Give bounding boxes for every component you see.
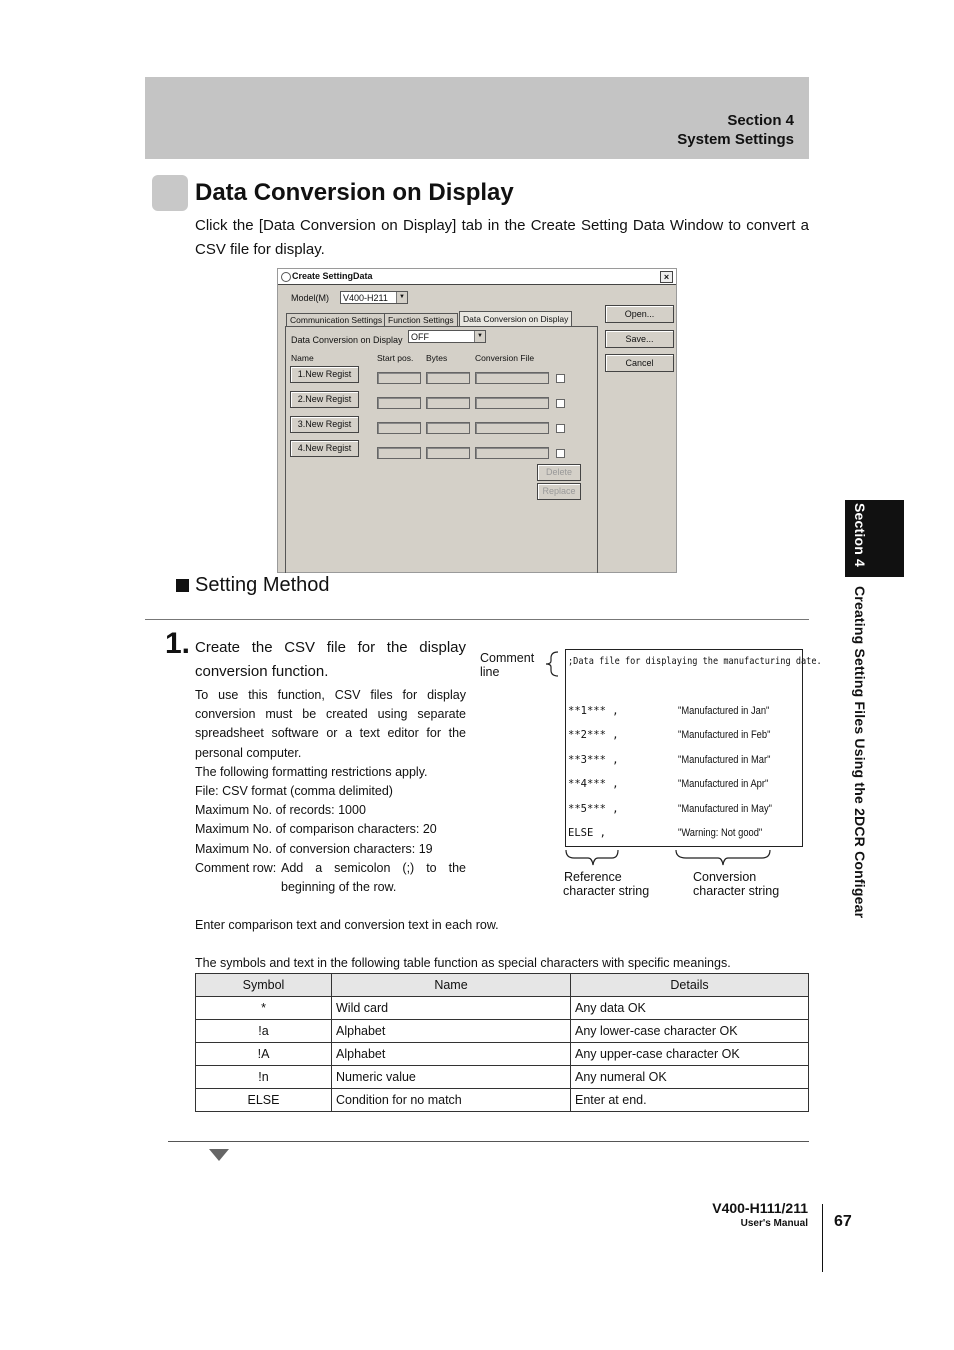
- cell-name: Alphabet: [332, 1020, 571, 1043]
- conv-string-4: "Manufactured in Apr": [678, 778, 769, 790]
- reference-label-line2: character string: [563, 884, 650, 898]
- row-checkbox-3[interactable]: [556, 424, 565, 433]
- start-pos-input-3[interactable]: [377, 422, 421, 434]
- step-number: 1.: [165, 627, 191, 660]
- comment-line-label: [480, 651, 534, 679]
- conversion-label-line2: character string: [693, 884, 780, 898]
- cell-name: Condition for no match: [332, 1089, 571, 1112]
- conversion-file-input-1[interactable]: [475, 372, 549, 384]
- close-icon[interactable]: ×: [660, 271, 673, 283]
- bytes-input-3[interactable]: [426, 422, 470, 434]
- table-row: [196, 1043, 809, 1066]
- side-tab-chapter: Creating Setting Files Using the 2DCR Configear: [852, 586, 868, 919]
- col-name: Name: [291, 353, 314, 363]
- dcd-select[interactable]: [408, 330, 486, 343]
- cell-symbol: !n: [196, 1066, 332, 1089]
- tab-data-conversion-on-display[interactable]: Data Conversion on Display: [459, 311, 572, 326]
- bytes-input-2[interactable]: [426, 397, 470, 409]
- cell-symbol: *: [196, 997, 332, 1020]
- start-pos-input-1[interactable]: [377, 372, 421, 384]
- restriction-max-records: Maximum No. of records: 1000: [195, 803, 366, 818]
- restriction-comment-row: [195, 859, 466, 897]
- step-paragraph: To use this function, CSV files for display conversion must be created using separate spreadsheet software or a text editor for the personal computer.: [195, 688, 466, 760]
- ref-string-else: ELSE ,: [568, 827, 606, 839]
- table-header-row: [196, 974, 809, 997]
- save-button[interactable]: Save...: [605, 330, 674, 348]
- note-enter-text: Enter comparison text and conversion text in each row.: [195, 918, 499, 932]
- open-button[interactable]: Open...: [605, 305, 674, 323]
- comment-text: ;Data file for displaying the manufacturing date.: [568, 656, 822, 667]
- comment-row-label: Comment row:: [195, 860, 277, 875]
- delete-button[interactable]: Delete: [537, 464, 581, 481]
- conv-string-2: "Manufactured in Feb": [678, 729, 771, 741]
- conv-string-3: "Manufactured in Mar": [678, 754, 771, 766]
- ref-string-1: **1*** ,: [568, 705, 619, 717]
- cell-details: Any upper-case character OK: [571, 1043, 809, 1066]
- new-regist-button-1[interactable]: 1.New Regist: [290, 366, 359, 383]
- cell-name: Alphabet: [332, 1043, 571, 1066]
- cell-details: Any numeral OK: [571, 1066, 809, 1089]
- row-checkbox-2[interactable]: [556, 399, 565, 408]
- setting-method-bullet: [176, 579, 189, 592]
- conv-string-else: "Warning: Not good": [678, 827, 763, 839]
- symbols-table: [195, 973, 809, 1112]
- bottom-braces: [562, 848, 777, 868]
- col-conversion-file: Conversion File: [475, 353, 535, 363]
- app-icon: [281, 272, 291, 282]
- cancel-button[interactable]: Cancel: [605, 354, 674, 372]
- restriction-file: File: CSV format (comma delimited): [195, 784, 393, 799]
- start-pos-input-4[interactable]: [377, 447, 421, 459]
- header-details: Details: [571, 974, 809, 997]
- ref-string-2: **2*** ,: [568, 729, 619, 741]
- comment-row-line1: Add a semicolon (;) to the: [281, 860, 466, 875]
- new-regist-button-3[interactable]: 3.New Regist: [290, 416, 359, 433]
- step-body: [195, 686, 466, 897]
- header-band: [145, 77, 809, 159]
- row-checkbox-4[interactable]: [556, 449, 565, 458]
- conversion-file-input-2[interactable]: [475, 397, 549, 409]
- reference-label: [563, 870, 649, 898]
- new-regist-button-4[interactable]: 4.New Regist: [290, 440, 359, 457]
- new-regist-button-2[interactable]: 2.New Regist: [290, 391, 359, 408]
- manual-label: User's Manual: [740, 1218, 808, 1229]
- intro-paragraph: Click the [Data Conversion on Display] tab in the Create Setting Data Window to convert a CSV file for display.: [195, 217, 809, 258]
- conversion-label: [693, 870, 779, 898]
- heading-marker: [152, 175, 188, 211]
- section-title: System Settings: [677, 131, 794, 148]
- cell-details: Any data OK: [571, 997, 809, 1020]
- create-setting-data-window: [277, 268, 677, 573]
- cell-symbol: !a: [196, 1020, 332, 1043]
- header-symbol: Symbol: [196, 974, 332, 997]
- bottom-divider: [168, 1141, 809, 1142]
- ref-string-3: **3*** ,: [568, 754, 619, 766]
- dialog-title-bar: [278, 269, 676, 285]
- model-label: Model(M): [291, 293, 330, 303]
- comment-row-line2: beginning of the row.: [281, 880, 397, 895]
- conversion-file-input-3[interactable]: [475, 422, 549, 434]
- table-row: [196, 1066, 809, 1089]
- conversion-label-line1: Conversion: [693, 870, 757, 884]
- model-value: V400-H211: [343, 293, 388, 303]
- restriction-max-comparison: Maximum No. of comparison characters: 20: [195, 822, 437, 837]
- page-number: 67: [834, 1213, 852, 1230]
- row-checkbox-1[interactable]: [556, 374, 565, 383]
- bytes-input-1[interactable]: [426, 372, 470, 384]
- table-row: [196, 1020, 809, 1043]
- model-select[interactable]: [340, 291, 408, 304]
- page-number-divider: [822, 1204, 823, 1272]
- start-pos-input-2[interactable]: [377, 397, 421, 409]
- chevron-down-icon: ▼: [396, 292, 407, 303]
- note-special-characters: The symbols and text in the following table function as special characters with specific meanings.: [195, 956, 731, 970]
- conv-string-5: "Manufactured in May": [678, 803, 772, 815]
- ref-string-4: **4*** ,: [568, 778, 619, 790]
- side-tab-section: Section 4: [852, 503, 868, 568]
- section-number: Section 4: [727, 112, 794, 129]
- restriction-max-conversion: Maximum No. of conversion characters: 19: [195, 841, 433, 856]
- reference-label-line1: Reference: [564, 870, 622, 884]
- cell-details: Enter at end.: [571, 1089, 809, 1112]
- comment-label-line1: Comment: [480, 651, 535, 665]
- col-bytes: Bytes: [426, 353, 448, 363]
- comment-brace: [538, 650, 562, 678]
- step-title: Create the CSV file for the display conversion function.: [195, 639, 466, 680]
- csv-example-box: [565, 649, 822, 847]
- cell-details: Any lower-case character OK: [571, 1020, 809, 1043]
- divider: [145, 619, 809, 620]
- cell-name: Wild card: [332, 997, 571, 1020]
- cell-symbol: !A: [196, 1043, 332, 1066]
- dialog-title: Create SettingData: [292, 271, 373, 281]
- col-start-pos: Start pos.: [377, 353, 414, 363]
- product-model: V400-H111/211: [712, 1200, 808, 1216]
- conversion-file-input-4[interactable]: [475, 447, 549, 459]
- section-label: [677, 111, 794, 149]
- continue-arrow-icon: [209, 1149, 229, 1161]
- table-row: [196, 997, 809, 1020]
- header-name: Name: [332, 974, 571, 997]
- dcd-value: OFF: [411, 332, 429, 342]
- cell-symbol: ELSE: [196, 1089, 332, 1112]
- restrictions-intro: The following formatting restrictions apply.: [195, 764, 428, 779]
- table-row: [196, 1089, 809, 1112]
- conv-string-1: "Manufactured in Jan": [678, 705, 770, 717]
- replace-button[interactable]: Replace: [537, 483, 581, 500]
- chevron-down-icon: ▼: [474, 331, 485, 342]
- tab-function-settings[interactable]: Function Settings: [384, 313, 458, 326]
- dcd-label: Data Conversion on Display: [291, 335, 403, 345]
- cell-name: Numeric value: [332, 1066, 571, 1089]
- setting-method-title: Setting Method: [195, 574, 330, 596]
- ref-string-5: **5*** ,: [568, 803, 619, 815]
- tab-communication-settings[interactable]: Communication Settings: [286, 313, 386, 326]
- comment-label-line2: line: [480, 665, 500, 679]
- bytes-input-4[interactable]: [426, 447, 470, 459]
- page-title: Data Conversion on Display: [195, 179, 514, 206]
